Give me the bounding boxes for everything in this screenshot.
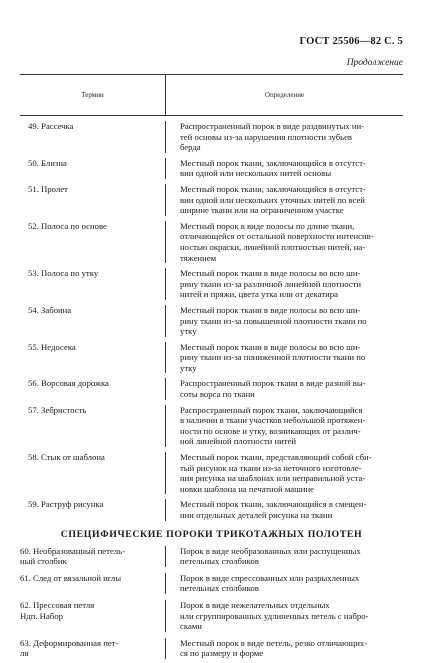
- definition-cell: [165, 499, 403, 520]
- definition-cell: [165, 573, 403, 594]
- term-text: 57. Зебристость: [28, 404, 87, 415]
- definition-text: вии одной или нескольких уточных нитей по всей: [180, 194, 365, 205]
- definition-text: вии одной или нескольких нитей основы: [180, 168, 332, 179]
- definition-text: утку: [180, 362, 197, 373]
- definition-text: сками: [180, 621, 202, 632]
- term-text: 60. Необразованный петель-: [20, 545, 125, 556]
- definition-cell: [165, 600, 403, 632]
- definition-text: ния рисунка на шаблонах или неправильной уста-: [180, 473, 366, 484]
- term-cell: [20, 305, 165, 337]
- definition-text: утку: [180, 326, 197, 337]
- term-text: 51. Пролет: [28, 183, 68, 194]
- term-text: 52. Полоса по основе: [28, 220, 107, 231]
- term-text: ля: [20, 648, 29, 659]
- table-row: [20, 405, 403, 447]
- table-row: [20, 638, 403, 659]
- term-cell: [20, 342, 165, 374]
- definition-text: рину ткани из-за различной линейной плотности: [180, 278, 362, 289]
- term-text: Ндп. Набор: [20, 610, 63, 621]
- term-text: 50. Близна: [28, 157, 67, 168]
- term-text: 53. Полоса по утку: [28, 268, 99, 279]
- definition-text: тый рисунок на ткани из-за неточного изготовле-: [180, 462, 362, 473]
- table-row: [20, 184, 403, 216]
- definition-text: соты ворса по ткани: [180, 389, 255, 400]
- table-row: [20, 268, 403, 300]
- table-row: [20, 378, 403, 399]
- term-text: 49. Рассечка: [28, 121, 74, 131]
- definition-cell: [165, 221, 403, 263]
- definition-text: тяжением: [180, 252, 217, 263]
- table-row: [20, 158, 403, 179]
- term-cell: [20, 268, 165, 300]
- definition-text: Порок в виде нежелательных отдельных: [180, 599, 330, 610]
- table-body: [20, 121, 403, 521]
- term-cell: [20, 221, 165, 263]
- definition-text: ной линейной плотности нитей: [180, 436, 297, 447]
- column-header-definition: Определение: [165, 75, 403, 115]
- definition-text: ности по основе и утку, возникающих от различ-: [180, 425, 361, 436]
- definition-text: Порок в виде спрессованных или разрыхленных: [180, 572, 360, 583]
- term-cell: [20, 184, 165, 216]
- definition-text: нии отдельных деталей рисунка на ткани: [180, 510, 333, 520]
- definition-text: новки шаблона на печатной машине: [180, 483, 314, 494]
- definition-text: нитей и пряжи, цвета утка или от декатира: [180, 289, 338, 300]
- definition-text: Распространенный порок ткани, заключающийся: [180, 404, 363, 415]
- term-cell: [20, 573, 165, 594]
- table-row: [20, 573, 403, 594]
- term-cell: [20, 378, 165, 399]
- term-text: 58. Стык от шаблона: [28, 452, 105, 463]
- definition-text: петельных столбиков: [180, 583, 259, 594]
- definition-text: рину ткани из-за повышенной плотности ткани по: [180, 315, 367, 326]
- table-row: [20, 499, 403, 520]
- term-text: 62. Прессовая петля: [20, 599, 95, 610]
- definition-text: Распространенный порок ткани в виде разной вы-: [180, 378, 366, 389]
- page-header: ГОСТ 25506—82 С. 5: [299, 36, 403, 47]
- definition-text: Местный порок ткани, заключающийся в отсутст-: [180, 183, 366, 194]
- definition-cell: [165, 378, 403, 399]
- definition-text: ся по размеру и форме: [180, 648, 264, 659]
- term-cell: [20, 546, 165, 567]
- table-row: [20, 600, 403, 632]
- term-cell: [20, 600, 165, 632]
- definition-text: ширине ткани или на ограниченном участке: [180, 205, 344, 216]
- definition-text: рину ткани из-за пониженной плотности ткани по: [180, 352, 366, 363]
- table-row: [20, 121, 403, 153]
- term-text: ный столбик: [20, 556, 67, 567]
- definition-text: Местный порок в виде петель, резко отличающих-: [180, 637, 368, 648]
- term-cell: [20, 499, 165, 520]
- term-cell: [20, 405, 165, 447]
- definition-cell: [165, 305, 403, 337]
- term-cell: [20, 158, 165, 179]
- definition-text: тей основы из-за нарушения плотности зубьев: [180, 131, 353, 142]
- definition-cell: [165, 452, 403, 494]
- table-row: [20, 546, 403, 567]
- table-row: [20, 452, 403, 494]
- term-text: 55. Недосека: [28, 341, 76, 352]
- definition-text: Местный порок ткани, заключающийся в смещен-: [180, 499, 367, 510]
- definition-text: Местный порок в виде полосы по длине ткани,: [180, 220, 355, 231]
- definition-cell: [165, 184, 403, 216]
- term-text: 59. Раструф рисунка: [28, 499, 104, 510]
- term-cell: [20, 121, 165, 153]
- definition-cell: [165, 405, 403, 447]
- definition-text: Порок в виде необразованных или распущенных: [180, 545, 361, 556]
- definition-text: Местный порок ткани в виде полосы во всю ши-: [180, 341, 361, 352]
- definition-text: или сгруппированных удлиненных петель с набро-: [180, 610, 369, 621]
- term-cell: [20, 638, 165, 659]
- section-title: СПЕЦИФИЧЕСКИЕ ПОРОКИ ТРИКОТАЖНЫХ ПОЛОТЕН: [60, 528, 363, 540]
- definition-cell: [165, 342, 403, 374]
- table-row: [20, 342, 403, 374]
- definition-text: Местный порок ткани, заключающийся в отсутст-: [180, 157, 366, 168]
- definition-text: ностью окраски, линейной плотностью нитей, на-: [180, 241, 366, 252]
- table-row: [20, 221, 403, 263]
- definition-text: берда: [180, 142, 201, 153]
- definition-text: отличающейся от остальной поверхности интенсив-: [180, 231, 374, 242]
- term-text: 54. Забоина: [28, 304, 72, 315]
- term-text: 61. След от вязальной иглы: [20, 572, 122, 583]
- definition-text: Распространенный порок в виде раздвинутых ни-: [180, 121, 365, 131]
- definition-cell: [165, 121, 403, 153]
- definition-cell: [165, 638, 403, 659]
- definition-text: петельных столбиков: [180, 556, 259, 567]
- continuation-label: Продолжение: [346, 58, 403, 68]
- definition-text: в наличии в ткани участков небольшой протяжен-: [180, 415, 366, 426]
- term-cell: [20, 452, 165, 494]
- definition-text: Местный порок ткани, представляющий собой сби-: [180, 452, 372, 463]
- definition-cell: [165, 268, 403, 300]
- term-text: 63. Деформированная пет-: [20, 637, 119, 648]
- term-text: 56. Ворсовая дорожка: [28, 378, 109, 389]
- table-header: [20, 74, 403, 116]
- definition-text: Местный порок ткани в виде полосы во всю ши-: [180, 304, 361, 315]
- terms-table: [20, 74, 403, 659]
- table-row: [20, 305, 403, 337]
- table-body-knitted: [20, 546, 403, 659]
- definition-cell: [165, 158, 403, 179]
- column-header-term: Термин: [81, 91, 104, 99]
- definition-cell: [165, 546, 403, 567]
- definition-text: Местный порок ткани в виде полосы во всю ши-: [180, 268, 361, 279]
